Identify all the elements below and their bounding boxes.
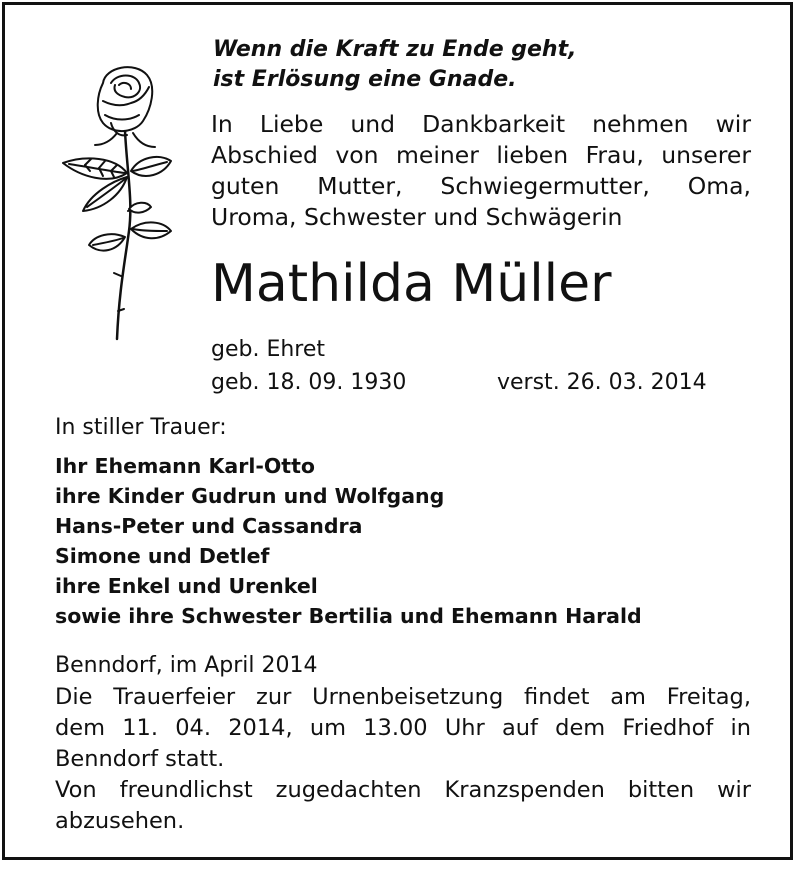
wreath-line: Von freundlichst zugedachten Kranzspenden bitten wir [55,777,751,803]
wreath-line: abzusehen. [55,808,185,834]
mourner-line: ihre Kinder Gudrun und Wolfgang [55,484,445,508]
death-date: verst. 26. 03. 2014 [497,370,707,395]
mourner-line: Ihr Ehemann Karl-Otto [55,454,315,478]
deceased-name: Mathilda Müller [211,254,612,314]
motto [213,35,576,95]
place-date: Benndorf, im April 2014 [55,653,318,678]
mourner-line: Hans-Peter und Cassandra [55,514,363,538]
intro-text: In Liebe und Dankbarkeit nehmen wir Abschied von meiner lieben Frau, unserer guten Mutter, Schwiegermutter, Oma, Uroma, Schwester und Schwägerin [211,110,751,231]
obituary-notice [2,2,793,860]
mourner-line: ihre Enkel und Urenkel [55,574,318,598]
ceremony-info [55,682,751,775]
birth-date: geb. 18. 09. 1930 [211,370,407,395]
maiden-name: geb. Ehret [211,337,326,362]
life-dates [211,368,707,398]
wreath-request [55,775,751,837]
mourners-list [55,451,642,631]
rose-icon [55,61,175,343]
mourner-line: Simone und Detlef [55,544,270,568]
ceremony-line: dem 11. 04. 2014, um 13.00 Uhr auf dem Friedhof in [55,715,751,741]
motto-line: ist Erlösung eine Gnade. [213,67,517,92]
mourning-label: In stiller Trauer: [55,415,227,440]
motto-line: Wenn die Kraft zu Ende geht, [213,37,577,62]
ceremony-line: Benndorf statt. [55,746,225,772]
mourner-line: sowie ihre Schwester Bertilia und Ehemann Harald [55,604,642,628]
ceremony-line: Die Trauerfeier zur Urnenbeisetzung findet am Freitag, [55,684,751,710]
